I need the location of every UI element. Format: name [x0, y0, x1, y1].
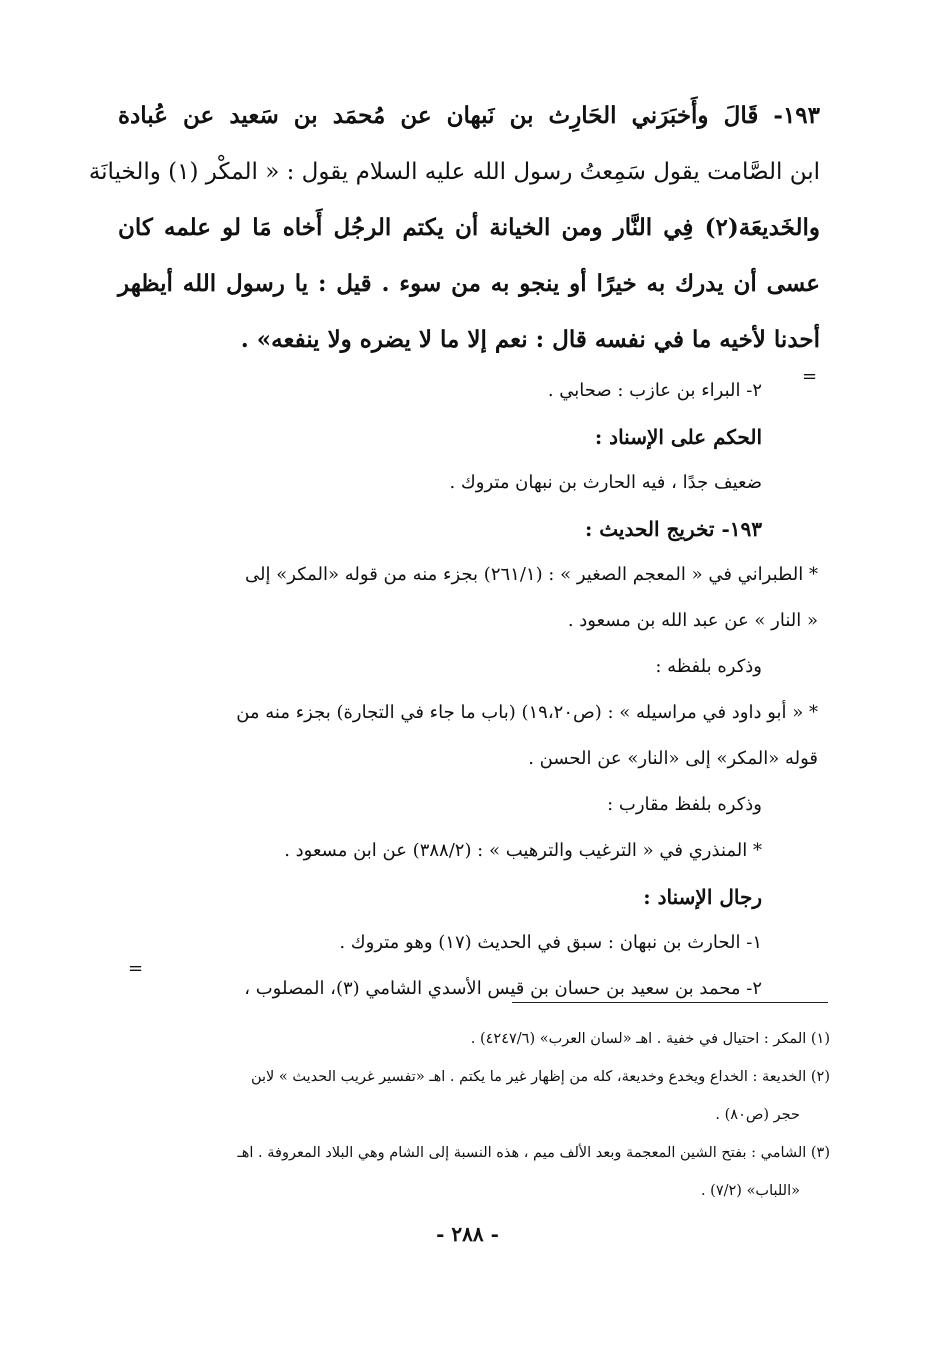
footnote-line: «اللباب» (٧/٢) . — [700, 1183, 800, 1199]
section-heading: رجال الإسناد : — [643, 885, 762, 909]
section-heading: ١٩٣- تخريج الحديث : — [584, 517, 762, 541]
section-heading: الحكم على الإسناد : — [594, 425, 762, 449]
commentary-line: * المنذري في « الترغيب والترهيب » : (٣٨٨/٢) عن ابن مسعود . — [284, 840, 762, 861]
continuation-mark-top: = — [802, 366, 818, 387]
footnote-divider — [512, 1002, 828, 1003]
footnotes — [128, 1020, 830, 1210]
commentary-line: ٢- محمد بن سعيد بن حسان بن قيس الأسدي الشامي (٣)، المصلوب ، — [244, 978, 762, 999]
commentary-line: ١- الحارث بن نبهان : سبق في الحديث (١٧) وهو متروك . — [339, 932, 762, 953]
commentary-line: ضعيف جدًا ، فيه الحارث بن نبهان متروك . — [449, 472, 762, 493]
page-number: - ٢٨٨ - — [436, 1222, 499, 1246]
hadith-text — [88, 88, 820, 368]
footnote-line: (٢) الخديعة : الخداع ويخدع وخديعة، كله من إظهار غير ما يكتم . اهـ «تفسير غريب الحديث » لابن — [250, 1069, 830, 1085]
hadith-line: والخَديعَة(٢) فِي النَّار ومن الخيانة أن يكتم الرجُل أَخاه مَا لو علمه كان — [118, 214, 820, 241]
hadith-line: ابن الصَّامت يقول سَمِعتُ رسول الله عليه السلام يقول : « المكْر (١) والخيانَة — [88, 159, 820, 185]
commentary-line: وذكره بلفظه : — [655, 656, 762, 677]
hadith-line: عسى أن يدرك به خيرًا أو ينجو به من سوء . قيل : يا رسول الله أيظهر — [118, 270, 820, 297]
hadith-line: أحدنا لأخيه ما في نفسه قال : نعم إلا ما لا يضره ولا ينفعه» . — [240, 326, 820, 353]
commentary-line: « النار » عن عبد الله بن مسعود . — [567, 610, 818, 631]
continuation-mark-bottom: = — [128, 958, 144, 979]
commentary-line: * « أبو داود في مراسيله » : (ص١٩،٢٠) (باب ما جاء في التجارة) بجزء منه من — [236, 702, 818, 723]
commentary-line: وذكره بلفظ مقارب : — [607, 794, 762, 815]
commentary-line: قوله «المكر» إلى «النار» عن الحسن . — [528, 748, 818, 769]
commentary-line: * الطبراني في « المعجم الصغير » : (٢٦١/١) بجزء منه من قوله «المكر» إلى — [245, 564, 818, 585]
footnote-line: (١) المكر : احتيال في خفية . اهـ «لسان العرب» (٤٢٤٧/٦) . — [470, 1031, 830, 1047]
footnote-line: حجر (ص٨٠) . — [715, 1107, 800, 1123]
commentary-text — [120, 368, 818, 1012]
commentary-line: ٢- البراء بن عازب : صحابي . — [547, 380, 762, 401]
hadith-line: ١٩٣- قَالَ وأَخبَرَني الحَارِث بن نَبهان عن مُحمَد بن سَعيد عن عُبادة — [118, 102, 820, 129]
footnote-line: (٣) الشامي : بفتح الشين المعجمة وبعد الألف ميم ، هذه النسبة إلى الشام وهي البلاد المعروفة . اهـ — [237, 1145, 830, 1161]
